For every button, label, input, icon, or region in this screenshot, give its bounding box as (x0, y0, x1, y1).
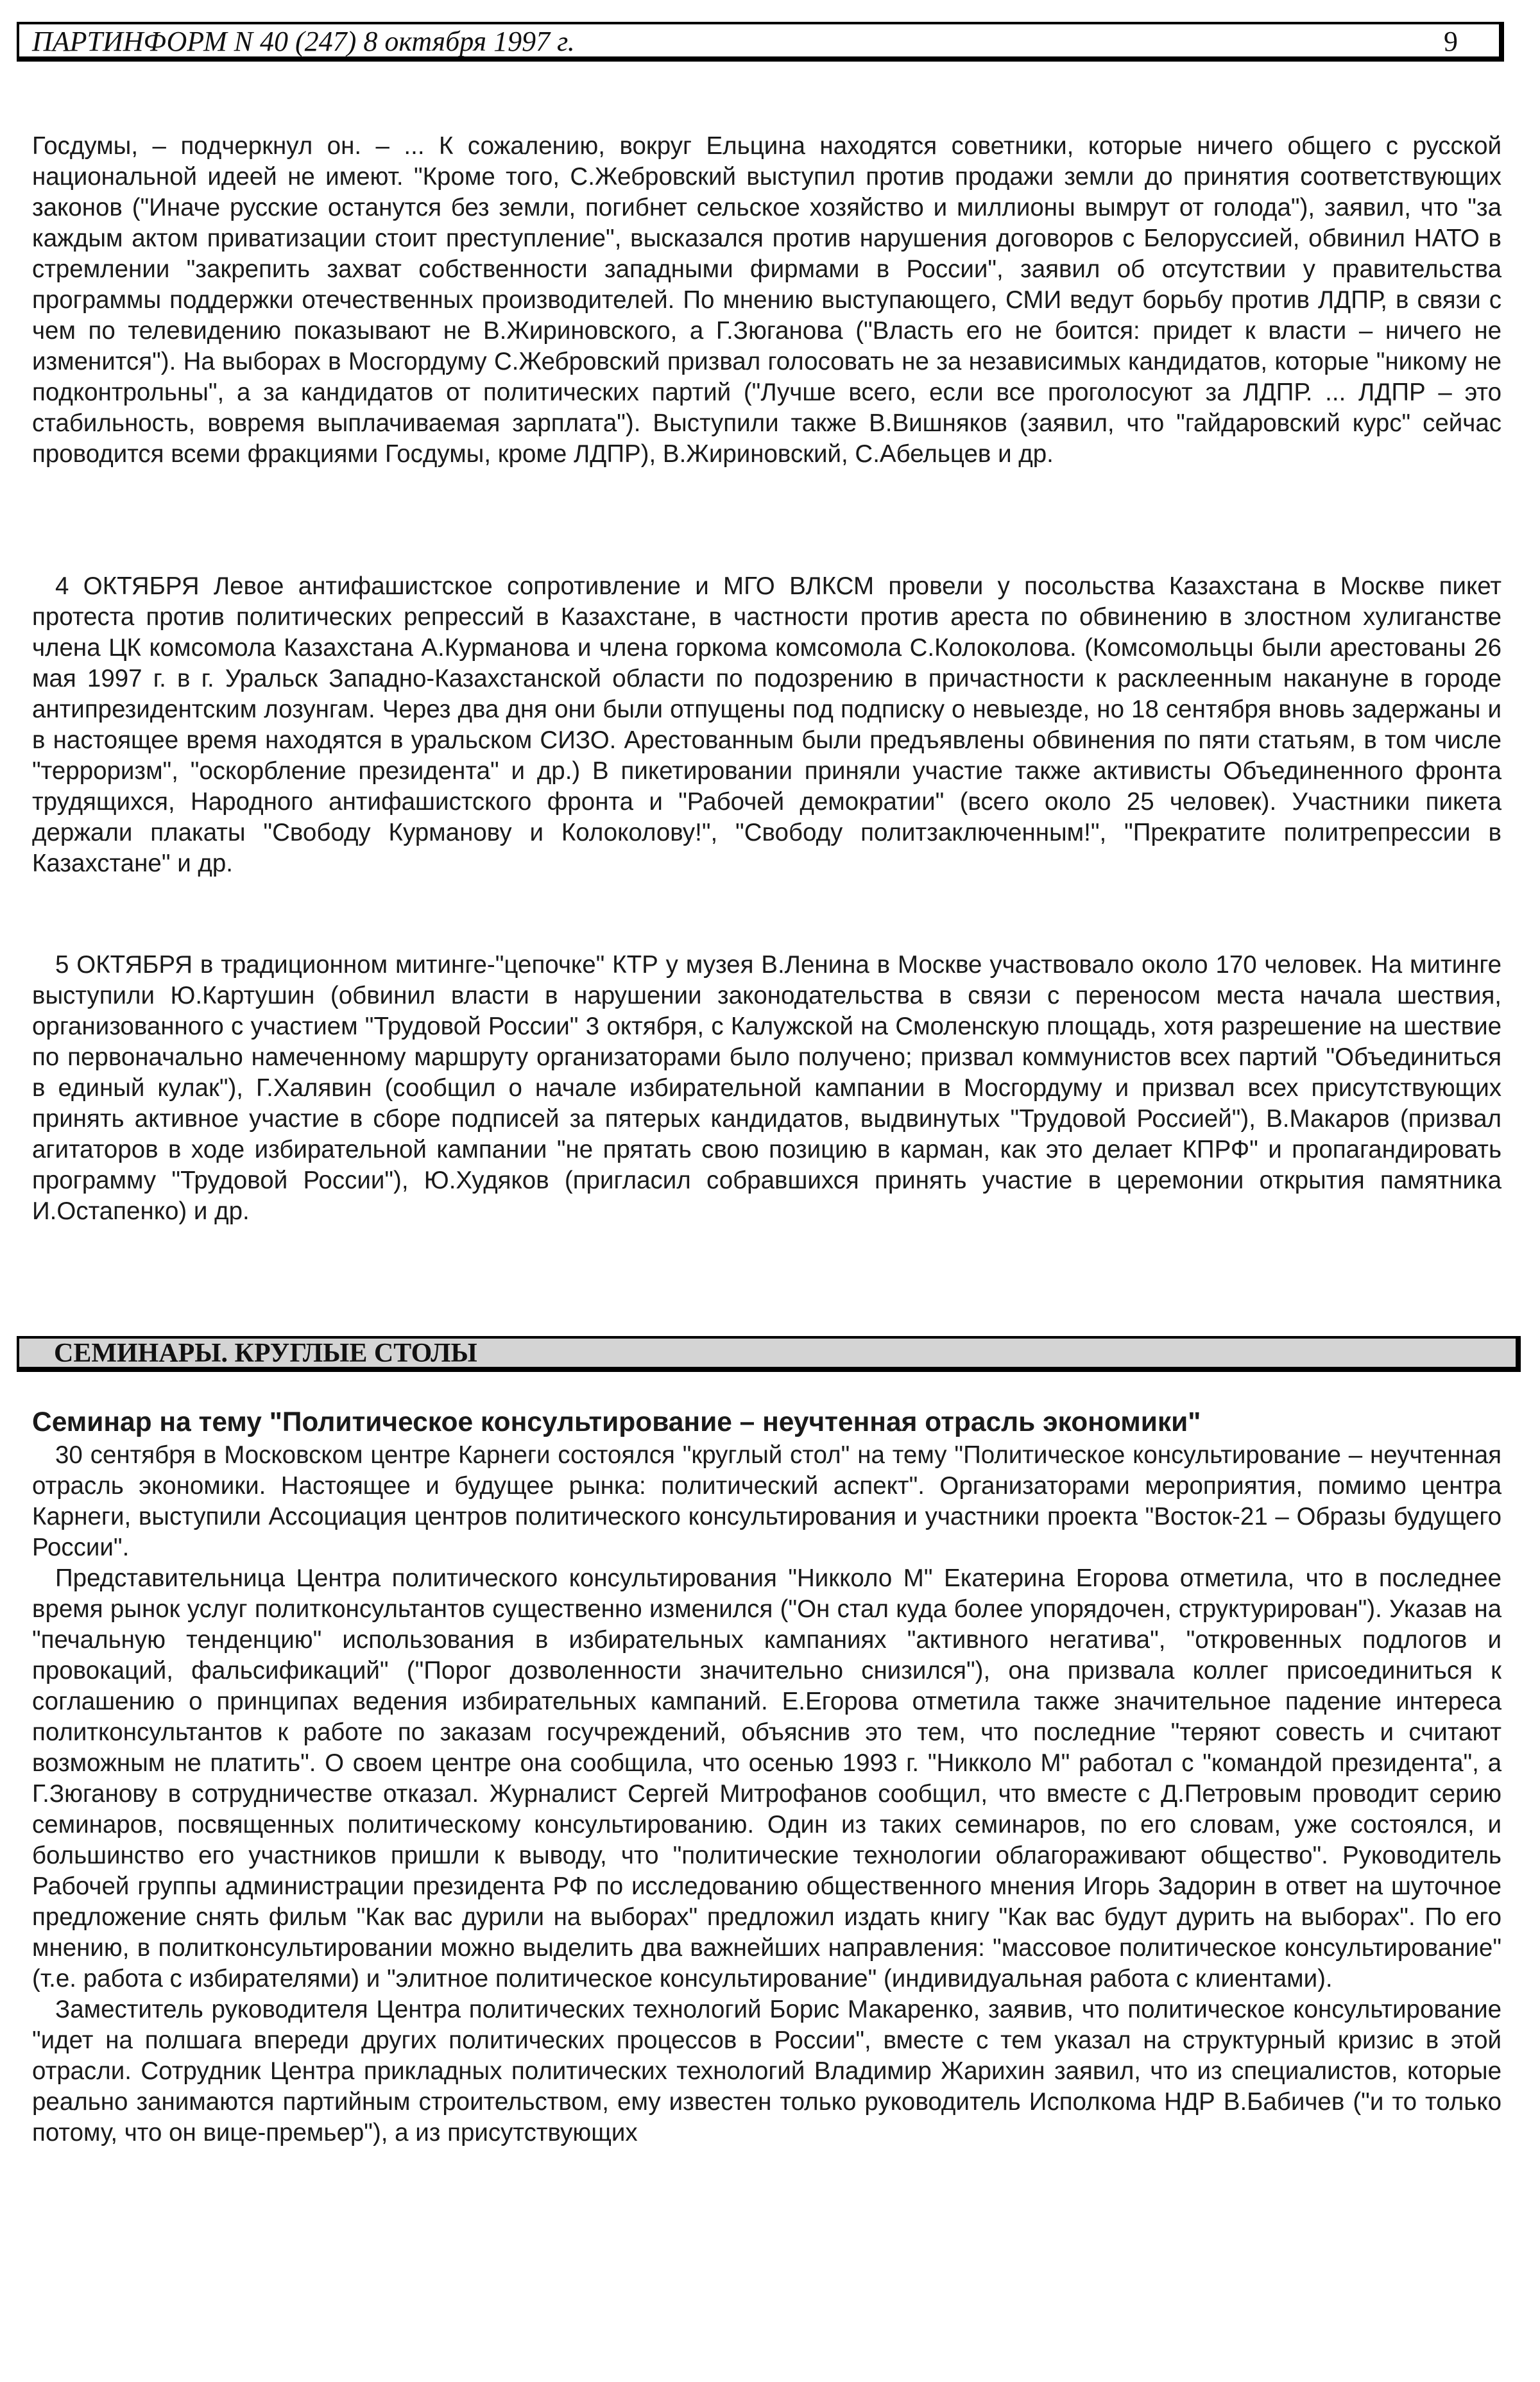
section-heading: СЕМИНАРЫ. КРУГЛЫЕ СТОЛЫ (17, 1336, 1521, 1372)
paragraph-block (32, 131, 1502, 470)
body-paragraph: 5 ОКТЯБРЯ в традиционном митинге-"цепочке" КТР у музея В.Ленина в Москве участвовало около 170 человек. На митинге выступили Ю.Картушин (обвинил власти в нарушении законодательства в связи с переносом места начала шествия, организованного с участием "Трудовой России" 3 октября, с Калужской на Смоленскую площадь, хотя разрешение на шествие по первоначально намеченному маршруту организаторами было получено; призвал коммунистов всех партий "Объединиться в единый кулак"), Г.Халявин (сообщил о начале избирательной кампании в Мосгордуму и призвал всех присутствующих принять активное участие в сборе подписей за пятерых кандидатов, выдвинутых "Трудовой Россией"), В.Макаров (призвал агитаторов в ходе избирательной кампании "не прятать свою позицию в карман, как это делает КПРФ" и пропагандировать программу "Трудовой России"), Ю.Худяков (пригласил собравшихся принять участие в церемонии открытия памятника И.Остапенко) и др. (32, 951, 1502, 1225)
paragraph-block (32, 571, 1502, 879)
body-paragraph: Заместитель руководителя Центра политических технологий Борис Макаренко, заявив, что политическое консультирование "идет на полшага впереди других политических процессов в России", вместе с тем указал на структурный кризис в этой отрасли. Сотрудник Центра прикладных политических технологий Владимир Жарихин заявил, что из специалистов, которые реально занимаются партийным строительством, ему известен только руководитель Исполкома НДР В.Бабичев ("и то только потому, что он вице-премьер"), а из присутствующих (32, 1996, 1502, 2146)
body-paragraph: Представительница Центра политического консультирования "Никколо М" Екатерина Егорова отметила, что в последнее время рынок услуг политконсультантов существенно изменился ("Он стал куда более упорядочен, структурирован"). Указав на "печальную тенденцию" использования в избирательных кампаниях "активного негатива", "откровенных подлогов и провокаций, фальсификаций" ("Порог дозволенности значительно снизился"), она призвала коллег присоединиться к соглашению о принципах ведения избирательных кампаний. Е.Егорова отметила также значительное падение интереса политконсультантов к работе по заказам госучреждений, объяснив это тем, что последние "теряют совесть и считают возможным не платить". О своем центре она сообщила, что осенью 1993 г. "Никколо М" работал с "командой президента", а Г.Зюганову в сотрудничестве отказал. Журналист Сергей Митрофанов сообщил, что вместе с Д.Петровым проводит серию семинаров, посвященных политическому консультированию. Один из таких семинаров, по его словам, уже состоялся, и большинство его участников пришли к выводу, что "политические технологии облагораживают общество". Руководитель Рабочей группы администрации президента РФ по исследованию общественного мнения Игорь Задорин в ответ на шуточное предложение снять фильм "Как вас дурили на выборах" предложил издать книгу "Как вас будут дурить на выборах". По его мнению, в политконсультировании можно выделить два важнейших направления: "массовое политическое консультирование" (т.е. работа с избирателями) и "элитное политическое консультирование" (индивидуальная работа с клиентами). (32, 1564, 1502, 1992)
publication-title: ПАРТИНФОРМ N 40 (247) 8 октября 1997 г. (32, 26, 575, 57)
page-number: 9 (1444, 26, 1458, 57)
article-title: Семинар на тему "Политическое консультирование – неучтенная отрасль экономики" (32, 1407, 1201, 1437)
body-paragraph: 30 сентября в Московском центре Карнеги состоялся "круглый стол" на тему "Политическое консультирование – неучтенная отрасль экономики. Настоящее и будущее рынка: политический аспект". Организаторами мероприятия, помимо центра Карнеги, выступили Ассоциация центров политического консультирования и участники проекта "Восток-21 – Образы будущего России". (32, 1441, 1502, 1561)
body-paragraph: 4 ОКТЯБРЯ Левое антифашистское сопротивление и МГО ВЛКСМ провели у посольства Казахстана в Москве пикет протеста против политических репрессий в Казахстане, в частности против ареста по обвинению в злостном хулиганстве члена ЦК комсомола Казахстана А.Курманова и члена горкома комсомола С.Колоколова. (Комсомольцы были арестованы 26 мая 1997 г. в г. Уральск Западно-Казахстанской области по подозрению в причастности к расклеенным накануне в городе антипрезидентским лозунгам. Через два дня они были отпущены под подписку о невыезде, но 18 сентября вновь задержаны и в настоящее время находятся в уральском СИЗО. Арестованным были предъявлены обвинения по пяти статьям, в том числе "терроризм", "оскорбление президента" и др.) В пикетировании приняли участие также активисты Объединенного фронта трудящихся, Народного антифашистского фронта и "Рабочей демократии" (всего около 25 человек). Участники пикета держали плакаты "Свободу Курманову и Колоколову!", "Свободу политзаключенным!", "Прекратите политрепрессии в Казахстане" и др. (32, 572, 1502, 877)
page-header (17, 22, 1504, 62)
paragraph-block (32, 950, 1502, 1227)
article (32, 1405, 1502, 2148)
body-paragraph: Госдумы, – подчеркнул он. – ... К сожалению, вокруг Ельцина находятся советники, которые ничего общего с русской национальной идеей не имеют. "Кроме того, С.Жебровский выступил против продажи земли до принятия соответствующих законов ("Иначе русские останутся без земли, погибнет сельское хозяйство и миллионы вымрут от голода"), заявил, что "за каждым актом приватизации стоит преступление", высказался против нарушения договоров с Белоруссией, обвинил НАТО в стремлении "закрепить захват собственности западными фирмами в России", заявил об отсутствии у правительства программы поддержки отечественных производителей. По мнению выступающего, СМИ ведут борьбу против ЛДПР, в связи с чем по телевидению показывают не В.Жириновского, а Г.Зюганова ("Власть его не боится: придет к власти – ничего не изменится"). На выборах в Мосгордуму С.Жебровский призвал голосовать не за независимых кандидатов, которые "никому не подконтрольны", а за кандидатов от политических партий ("Лучше всего, если все проголосуют за ЛДПР. ... ЛДПР – это стабильность, вовремя выплачиваемая зарплата"). Выступили также В.Вишняков (заявил, что "гайдаровский курс" сейчас проводится всеми фракциями Госдумы, кроме ЛДПР), В.Жириновский, С.Абельцев и др. (32, 132, 1502, 468)
